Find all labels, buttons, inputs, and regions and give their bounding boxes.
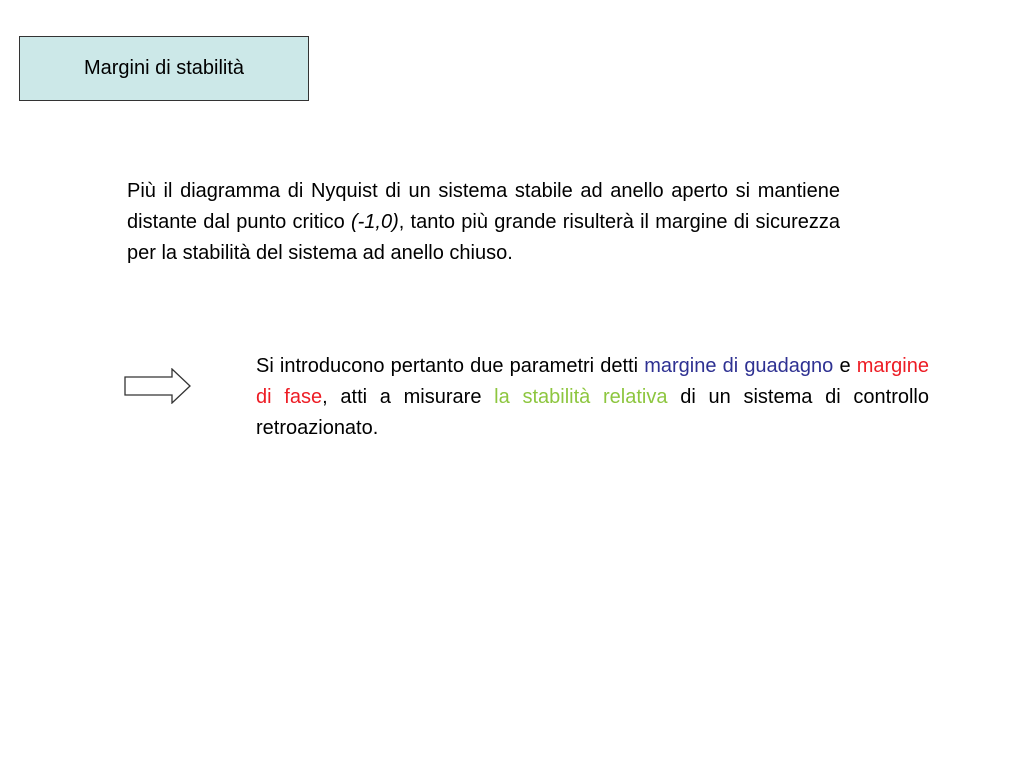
right-arrow-outline-icon (124, 368, 192, 404)
gain-margin-term: margine di guadagno (644, 355, 834, 377)
paragraph2-text-c: , atti a misurare (322, 386, 495, 408)
phase-margin-term: margine di fase (256, 355, 929, 408)
relative-stability-term: la stabilità relativa (494, 386, 668, 408)
slide-title: Margini di stabilità (83, 57, 245, 79)
nyquist-paragraph (127, 176, 840, 269)
parameters-paragraph (256, 351, 929, 444)
paragraph2-text-a: Si introducono pertanto due parametri detti (256, 355, 645, 377)
critical-point: (-1,0) (350, 211, 399, 233)
slide-title-box (19, 36, 309, 101)
paragraph1-text-a: Più il diagramma di Nyquist di un sistema stabile ad anello aperto si mantiene distante dal punto critico (127, 180, 840, 233)
paragraph2-text-b: e (833, 355, 857, 377)
paragraph2-text-d: di un sistema di controllo retroazionato. (256, 386, 929, 439)
paragraph1-text-b: , tanto più grande risulterà il margine di sicurezza per la stabilità del sistema ad anello chiuso. (127, 211, 840, 264)
